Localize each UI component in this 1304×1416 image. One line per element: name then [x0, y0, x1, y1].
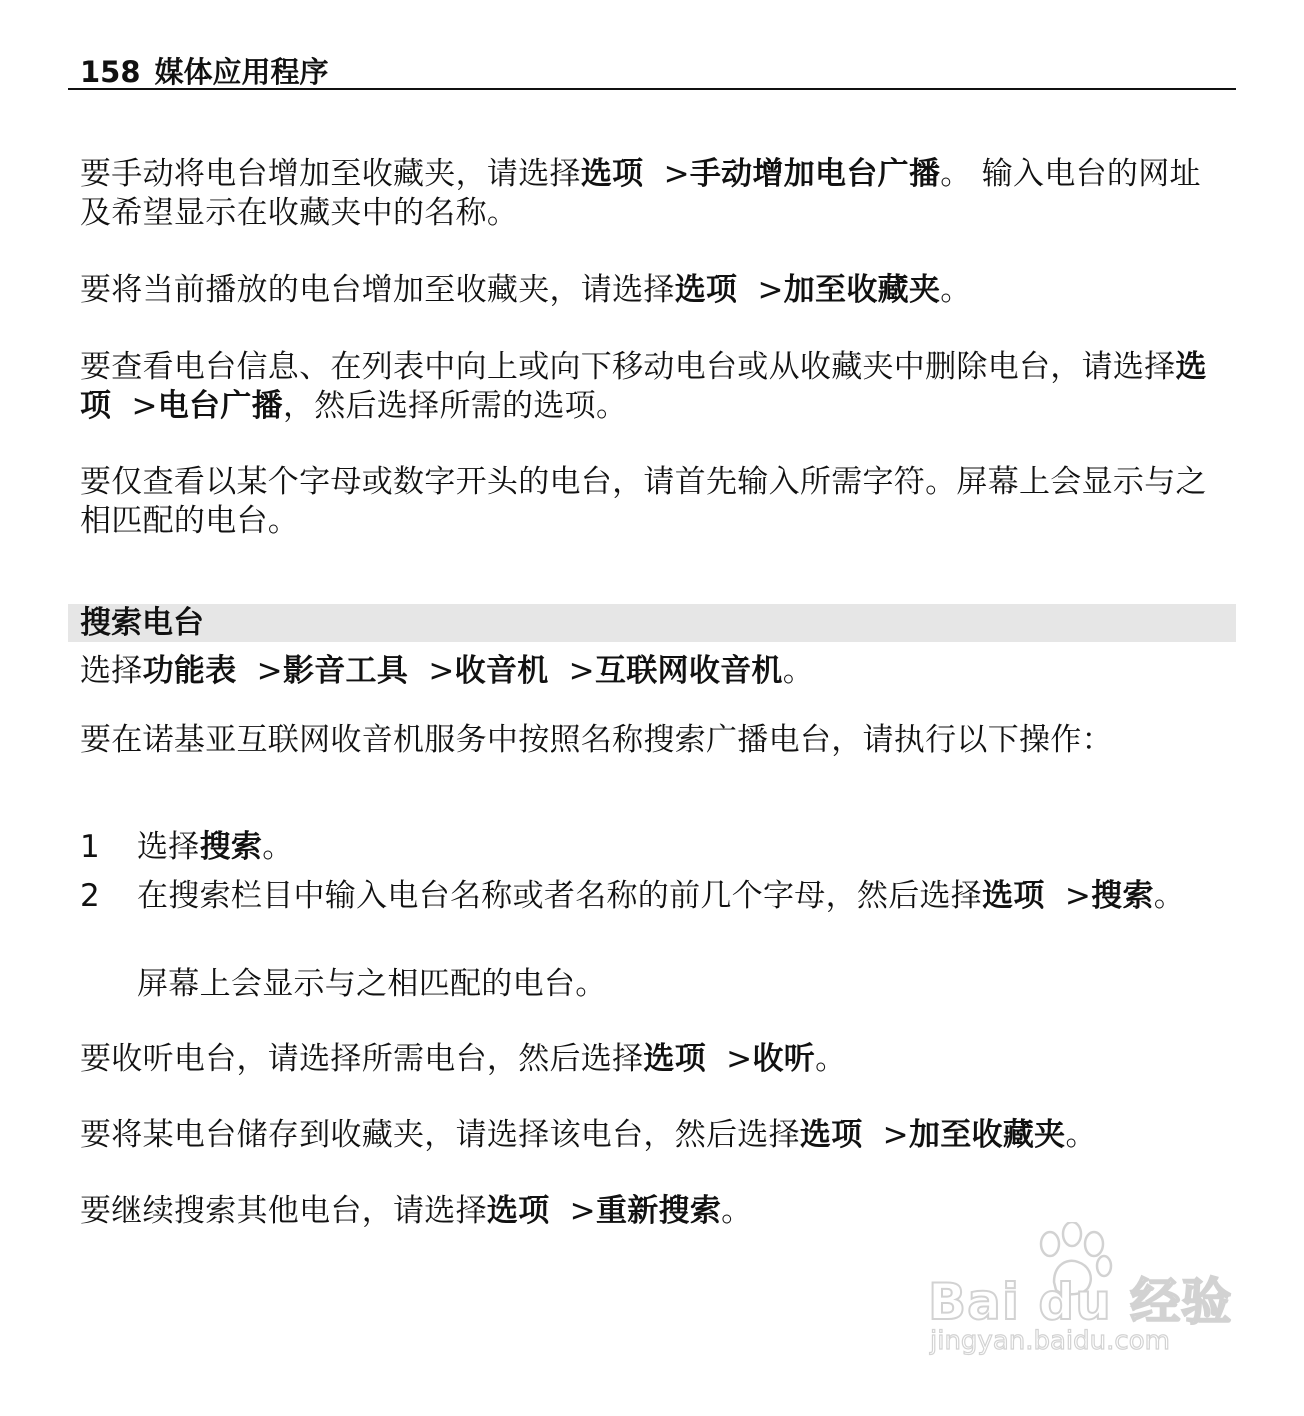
text: 选择	[80, 653, 143, 689]
section-header-bar	[68, 604, 1236, 642]
paragraph-station-info	[80, 348, 1230, 426]
menu-search: 搜索	[199, 829, 263, 865]
menu-search: 搜索	[1091, 878, 1154, 914]
text: 要收听电台，请选择所需电台，然后选择	[80, 1041, 644, 1077]
menu-options: 选项	[80, 349, 1207, 424]
text: ，然后选择所需的选项。	[282, 388, 628, 424]
section-title: 搜索电台	[80, 605, 204, 641]
menu-separator: >	[569, 1193, 596, 1229]
menu-separator: >	[428, 653, 455, 689]
menu-radio: 收音机	[454, 653, 549, 689]
menu-internet-radio: 互联网收音机	[594, 653, 783, 689]
menu-add-station-manual: 手动增加电台广播	[689, 156, 941, 192]
text: 。	[1153, 878, 1186, 914]
text: 要查看电台信息、在列表中向上或向下移动电台或从收藏夹中删除电台，请选择	[80, 349, 1176, 385]
search-intro	[80, 721, 1230, 760]
menu-options: 选项	[799, 1117, 863, 1153]
watermark-url: jingyan.baidu.com	[930, 1326, 1170, 1356]
paragraph-filter	[80, 463, 1230, 541]
menu-options: 选项	[580, 156, 644, 192]
menu-separator: >	[131, 388, 158, 424]
step-2-note: 屏幕上会显示与之相匹配的电台。	[137, 966, 607, 1002]
text: 。 输入电台的网址及希望显示在收藏夹中的名称。	[80, 156, 1201, 231]
menu-main: 功能表	[142, 653, 237, 689]
menu-separator: >	[726, 1041, 753, 1077]
menu-stations: 电台广播	[157, 388, 283, 424]
menu-options: 选项	[674, 272, 738, 308]
text: 选择	[137, 829, 200, 865]
text: 要将某电台储存到收藏夹，请选择该电台，然后选择	[80, 1117, 800, 1153]
menu-new-search: 重新搜索	[595, 1193, 722, 1229]
menu-options: 选项	[486, 1193, 550, 1229]
text: 要在诺基亚互联网收音机服务中按照名称搜索广播电台，请执行以下操作：	[80, 722, 1113, 758]
text: 要仅查看以某个字母或数字开头的电台，请首先输入所需字符。屏幕上会显示与之相匹配的电台。	[80, 464, 1207, 539]
step-number-2: 2	[80, 878, 100, 914]
text: 。	[1065, 1117, 1097, 1153]
menu-options: 选项	[643, 1041, 707, 1077]
text: 。	[940, 272, 972, 308]
paragraph-save	[80, 1116, 1230, 1155]
menu-separator: >	[757, 272, 784, 308]
menu-separator: >	[568, 653, 595, 689]
baidu-watermark	[924, 1222, 1233, 1372]
step-1	[137, 828, 1230, 867]
text: 。	[782, 653, 815, 689]
page-number: 158	[80, 55, 141, 89]
navigation-path	[80, 652, 1230, 691]
menu-separator: >	[882, 1117, 909, 1153]
menu-separator: >	[256, 653, 283, 689]
page-header	[68, 46, 1236, 90]
menu-add-to-favorites: 加至收藏夹	[908, 1117, 1066, 1153]
header-text	[80, 50, 329, 91]
menu-separator: >	[663, 156, 690, 192]
step-number-1: 1	[80, 829, 100, 865]
menu-listen: 收听	[752, 1041, 816, 1077]
menu-media-tools: 影音工具	[282, 653, 409, 689]
text: 在搜索栏目中输入电台名称或者名称的前几个字母，然后选择	[137, 878, 983, 914]
menu-separator: >	[1064, 878, 1092, 914]
text: 要继续搜索其他电台，请选择	[80, 1193, 487, 1229]
paragraph-add-current	[80, 271, 1230, 310]
paragraph-add-manual	[80, 155, 1230, 233]
text: 。	[815, 1041, 847, 1077]
menu-options: 选项	[982, 878, 1045, 914]
text: 。	[262, 829, 294, 865]
text: 要将当前播放的电台增加至收藏夹，请选择	[80, 272, 675, 308]
text: 要手动将电台增加至收藏夹，请选择	[80, 156, 581, 192]
text: 。	[721, 1193, 753, 1229]
paragraph-listen	[80, 1040, 1230, 1079]
chapter-title: 媒体应用程序	[154, 55, 329, 89]
step-2	[137, 877, 1230, 916]
menu-add-to-favorites: 加至收藏夹	[783, 272, 941, 308]
watermark-brand: Bai du 经验	[928, 1273, 1233, 1331]
